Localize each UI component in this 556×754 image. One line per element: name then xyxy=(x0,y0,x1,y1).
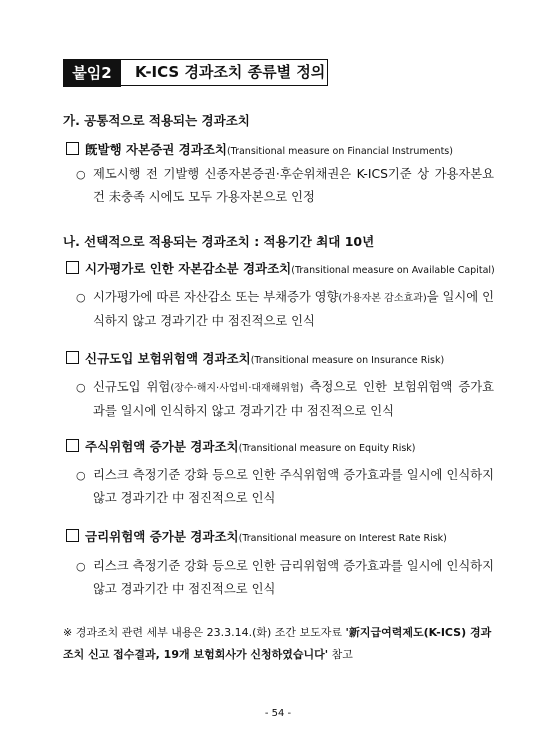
square-bullet-icon xyxy=(66,142,79,155)
appendix-header xyxy=(63,59,328,87)
appendix-title: K-ICS 경과조치 종류별 정의 xyxy=(121,59,328,86)
section-heading-common: 가. 공통적으로 적용되는 경과조치 xyxy=(63,113,250,128)
square-bullet-icon xyxy=(66,439,79,452)
item-desc-2: ○ 시가평가에 따른 자산감소 또는 부채증가 영향(가용자본 감소효과)을 일시에 인식하지 않고 경과기간 中 점진적으로 인식 xyxy=(76,286,494,333)
item-desc-3: ○ 신규도입 위험(장수·해지·사업비·대재해위험) 측정으로 인한 보험위험액 증가효과를 일시에 인식하지 않고 경과기간 中 점진적으로 인식 xyxy=(76,376,494,423)
item-heading-5: 금리위험액 증가분 경과조치(Transitional measure on Interest Rate Risk) xyxy=(66,527,447,545)
circle-bullet-icon: ○ xyxy=(76,381,86,394)
item-heading-4: 주식위험액 증가분 경과조치(Transitional measure on Equity Risk) xyxy=(66,437,416,455)
item-desc-5: ○ 리스크 측정기준 강화 등으로 인한 금리위험액 증가효과를 일시에 인식하지 않고 경과기간 中 점진적으로 인식 xyxy=(76,555,494,601)
appendix-tag: 붙임2 xyxy=(63,59,121,87)
item-heading-2: 시가평가로 인한 자본감소분 경과조치(Transitional measure on Available Capital) xyxy=(66,259,495,277)
circle-bullet-icon: ○ xyxy=(76,469,86,482)
circle-bullet-icon: ○ xyxy=(76,168,86,181)
square-bullet-icon xyxy=(66,261,79,274)
circle-bullet-icon: ○ xyxy=(76,560,86,573)
section-heading-optional: 나. 선택적으로 적용되는 경과조치 : 적용기간 최대 10년 xyxy=(63,234,375,249)
item-desc-1: ○ 제도시행 전 기발행 신종자본증권·후순위채권은 K-ICS기준 상 가용자본요건 未충족 시에도 모두 가용자본으로 인정 xyxy=(76,163,494,209)
square-bullet-icon xyxy=(66,351,79,364)
square-bullet-icon xyxy=(66,529,79,542)
circle-bullet-icon: ○ xyxy=(76,291,86,304)
item-heading-1: 旣발행 자본증권 경과조치(Transitional measure on Financial Instruments) xyxy=(66,140,453,158)
reference-note: ※ 경과조치 관련 세부 내용은 23.3.14.(화) 조간 보도자료 '新지급여력제도(K-ICS) 경과조치 신고 접수결과, 19개 보험회사가 신청하였습니다' 참고 xyxy=(63,626,492,661)
item-heading-3: 신규도입 보험위험액 경과조치(Transitional measure on Insurance Risk) xyxy=(66,349,444,367)
item-desc-4: ○ 리스크 측정기준 강화 등으로 인한 주식위험액 증가효과를 일시에 인식하지 않고 경과기간 中 점진적으로 인식 xyxy=(76,464,494,510)
page-number: - 54 - xyxy=(264,708,292,719)
